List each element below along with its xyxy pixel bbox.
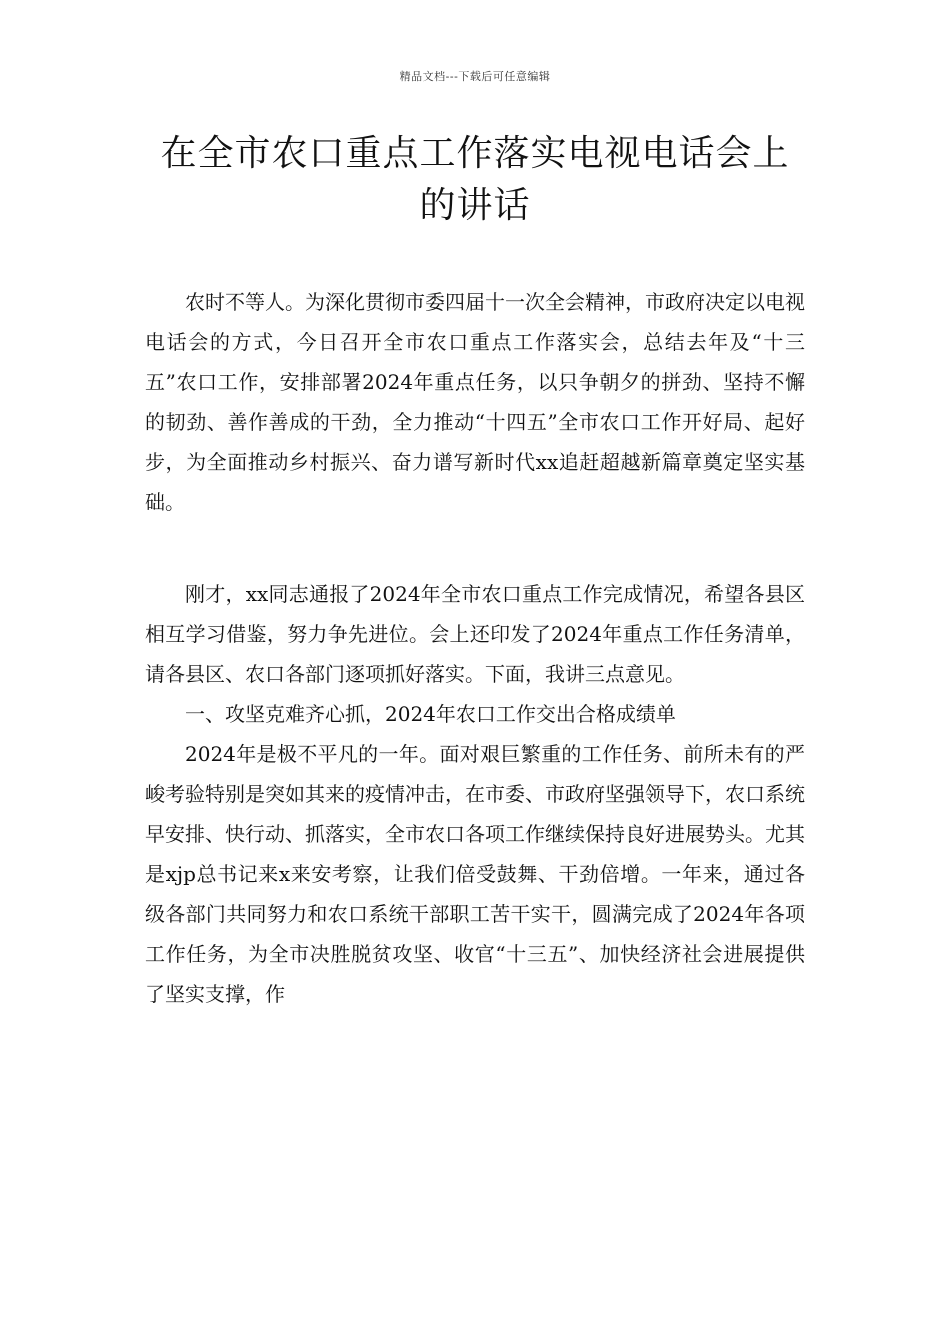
paragraph-report: 刚才，xx同志通报了2024年全市农口重点工作完成情况，希望各县区相互学习借鉴，努力争先进位。会上还印发了2024年重点工作任务清单，请各县区、农口各部门逐项抓好落实。下面，我讲三点意见。	[145, 582, 805, 686]
paragraph-gap	[145, 522, 805, 574]
header-note: 精品文档---下载后可任意编辑	[399, 70, 551, 83]
title-line-1: 在全市农口重点工作落实电视电话会上	[160, 133, 790, 174]
paragraph-review: 2024年是极不平凡的一年。面对艰巨繁重的工作任务、前所未有的严峻考验特别是突如其来的疫情冲击，在市委、市政府坚强领导下，农口系统早安排、快行动、抓落实，全市农口各项工作继续保持良好进展势头。尤其是xjp总书记来x来安考察，让我们倍受鼓舞、干劲倍增。一年来，通过各级各部门共同努力和农口系统干部职工苦干实干，圆满完成了2024年各项工作任务，为全市决胜脱贫攻坚、收官“十三五”、加快经济社会进展提供了坚实支撑，作	[145, 742, 805, 1006]
paragraph-intro: 农时不等人。为深化贯彻市委四届十一次全会精神，市政府决定以电视电话会的方式，今日召开全市农口重点工作落实会，总结去年及“十三五”农口工作，安排部署2024年重点任务，以只争朝夕的拼劲、坚持不懈的韧劲、善作善成的干劲，全力推动“十四五”全市农口工作开好局、起好步，为全面推动乡村振兴、奋力谱写新时代xx追赶超越新篇章奠定坚实基础。	[145, 290, 805, 514]
section-heading-1: 一、攻坚克难齐心抓，2024年农口工作交出合格成绩单	[185, 702, 676, 726]
title-line-2: 的讲话	[419, 185, 531, 226]
document-body	[145, 282, 805, 1014]
document-title	[130, 128, 820, 232]
